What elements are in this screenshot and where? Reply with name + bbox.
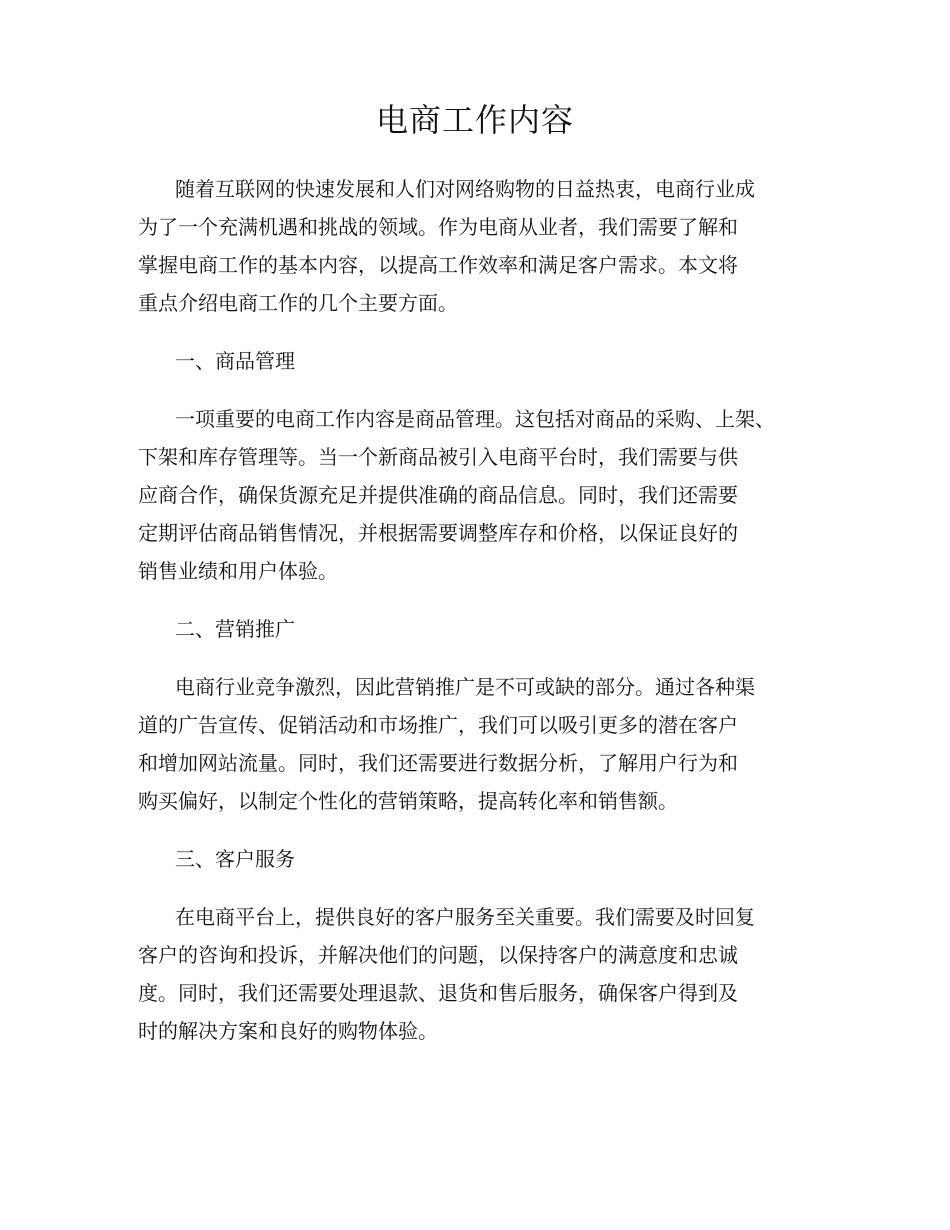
paragraph-line: 道的广告宣传、促销活动和市场推广，我们可以吸引更多的潜在客户: [138, 713, 738, 737]
paragraph-line: 重点介绍电商工作的几个主要方面。: [138, 291, 458, 315]
paragraph-line: 电商行业竞争激烈，因此营销推广是不可或缺的部分。通过各种渠: [175, 675, 755, 699]
paragraph-line: 和增加网站流量。同时，我们还需要进行数据分析，了解用户行为和: [138, 751, 738, 775]
section-heading-marketing: 二、营销推广: [175, 617, 295, 641]
section-paragraph-customer-service: [138, 898, 828, 1050]
paragraph-line: 随着互联网的快速发展和人们对网络购物的日益热衷，电商行业成: [175, 177, 755, 201]
section-paragraph-product-management: [138, 400, 828, 590]
paragraph-line: 购买偏好，以制定个性化的营销策略，提高转化率和销售额。: [138, 789, 678, 813]
paragraph-line: 在电商平台上，提供良好的客户服务至关重要。我们需要及时回复: [175, 905, 755, 929]
paragraph-line: 客户的咨询和投诉，并解决他们的问题，以保持客户的满意度和忠诚: [138, 943, 738, 967]
intro-paragraph: [138, 170, 828, 322]
section-heading-product-management: 一、商品管理: [175, 349, 295, 373]
paragraph-line: 应商合作，确保货源充足并提供准确的商品信息。同时，我们还需要: [138, 483, 738, 507]
paragraph-line: 一项重要的电商工作内容是商品管理。这包括对商品的采购、上架、: [175, 407, 775, 431]
paragraph-line: 时的解决方案和良好的购物体验。: [138, 1019, 438, 1043]
paragraph-line: 掌握电商工作的基本内容，以提高工作效率和满足客户需求。本文将: [138, 253, 738, 277]
paragraph-line: 为了一个充满机遇和挑战的领域。作为电商从业者，我们需要了解和: [138, 215, 738, 239]
paragraph-line: 度。同时，我们还需要处理退款、退货和售后服务，确保客户得到及: [138, 981, 738, 1005]
document-body: [138, 170, 828, 1070]
paragraph-line: 定期评估商品销售情况，并根据需要调整库存和价格，以保证良好的: [138, 521, 738, 545]
section-paragraph-marketing: [138, 668, 828, 820]
paragraph-line: 销售业绩和用户体验。: [138, 559, 338, 583]
paragraph-line: 下架和库存管理等。当一个新商品被引入电商平台时，我们需要与供: [138, 445, 738, 469]
section-heading-customer-service: 三、客户服务: [175, 847, 295, 871]
document-title: 电商工作内容: [375, 101, 574, 139]
